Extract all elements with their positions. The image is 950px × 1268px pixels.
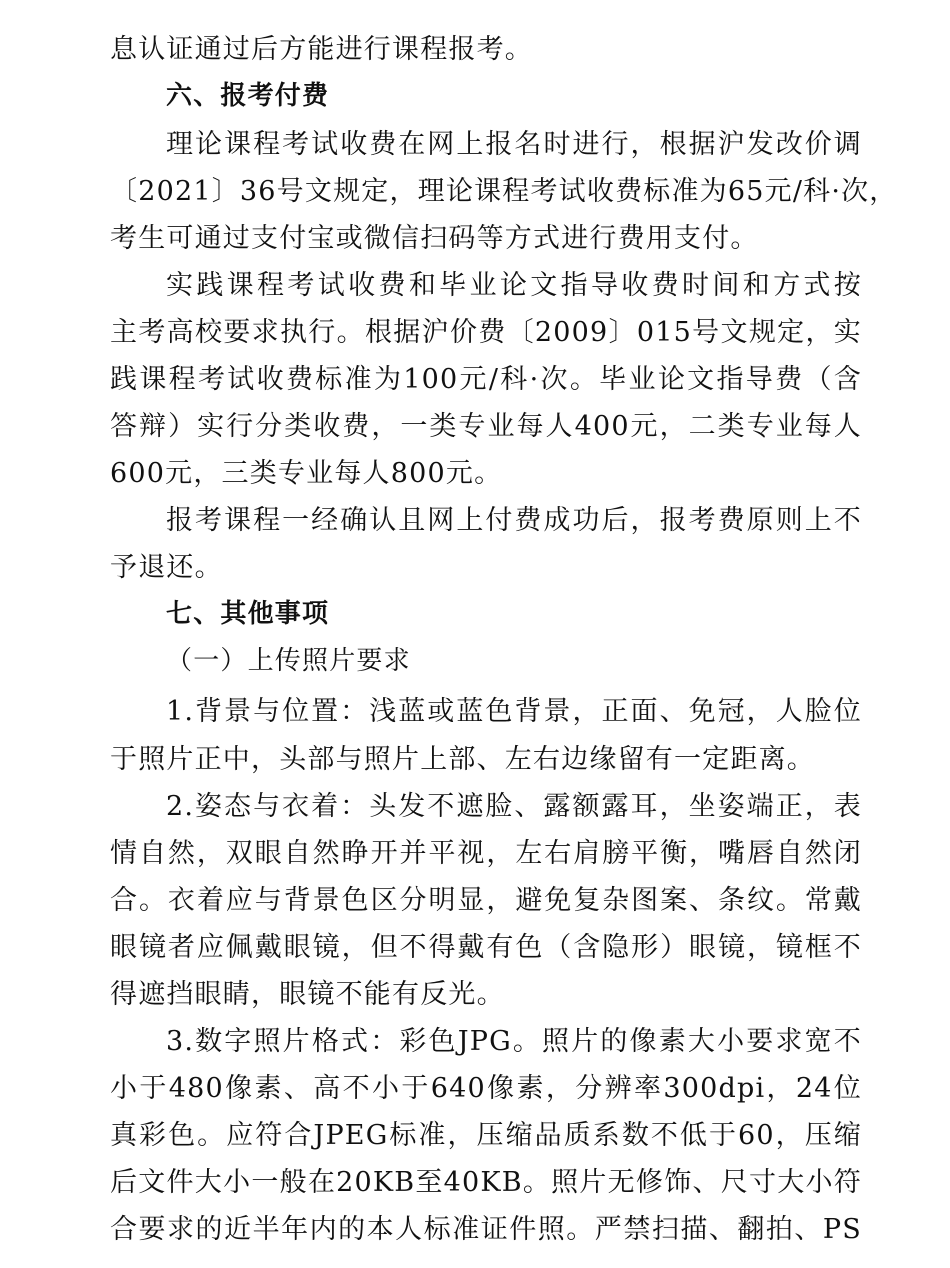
text-line: 考生可通过支付宝或微信扫码等方式进行费用支付。 <box>110 223 759 254</box>
text-line: 1.背景与位置：浅蓝或蓝色背景，正面、免冠，人脸位 <box>166 696 862 727</box>
text-line: 小于480像素、高不小于640像素，分辨率300dpi，24位 <box>110 1073 862 1104</box>
text-line: 眼镜者应佩戴眼镜，但不得戴有色（含隐形）眼镜，镜框不 <box>110 932 862 963</box>
text-line: 实践课程考试收费和毕业论文指导收费时间和方式按 <box>166 270 862 301</box>
text-line: 答辩）实行分类收费，一类专业每人400元，二类专业每人 <box>110 411 862 442</box>
text-line: 真彩色。应符合JPEG标准，压缩品质系数不低于60，压缩 <box>110 1120 862 1151</box>
text-line: 600元，三类专业每人800元。 <box>110 458 503 489</box>
text-line: 合。衣着应与背景色区分明显，避免复杂图案、条纹。常戴 <box>110 885 862 916</box>
text-line: 践课程考试收费标准为100元/科·次。毕业论文指导费（含 <box>110 364 862 395</box>
section-heading-other: 七、其他事项 <box>166 599 330 629</box>
text-line: 于照片正中，头部与照片上部、左右边缘留有一定距离。 <box>110 744 815 775</box>
text-line: 〔2021〕36号文规定，理论课程考试收费标准为65元/科·次， <box>110 176 898 207</box>
text-line: 3.数字照片格式：彩色JPG。照片的像素大小要求宽不 <box>166 1026 862 1057</box>
text-line: 2.姿态与衣着：头发不遮脸、露额露耳，坐姿端正，表 <box>166 791 862 822</box>
text-line: 后文件大小一般在20KB至40KB。照片无修饰、尺寸大小符 <box>110 1167 862 1198</box>
text-line: 合要求的近半年内的本人标准证件照。严禁扫描、翻拍、PS <box>110 1214 862 1245</box>
section-heading-payment: 六、报考付费 <box>166 81 330 111</box>
text-line: 得遮挡眼睛，眼镜不能有反光。 <box>110 979 505 1010</box>
text-line: 予退还。 <box>110 552 223 583</box>
text-line: 主考高校要求执行。根据沪价费〔2009〕015号文规定，实 <box>110 317 862 348</box>
text-line: 息认证通过后方能进行课程报考。 <box>110 34 533 65</box>
text-line: 理论课程考试收费在网上报名时进行，根据沪发改价调 <box>166 129 862 160</box>
text-line: 情自然，双眼自然睁开并平视，左右肩膀平衡，嘴唇自然闭 <box>110 838 862 869</box>
subsection-heading-photo: （一）上传照片要求 <box>166 646 411 676</box>
text-line: 报考课程一经确认且网上付费成功后，报考费原则上不 <box>166 505 862 536</box>
